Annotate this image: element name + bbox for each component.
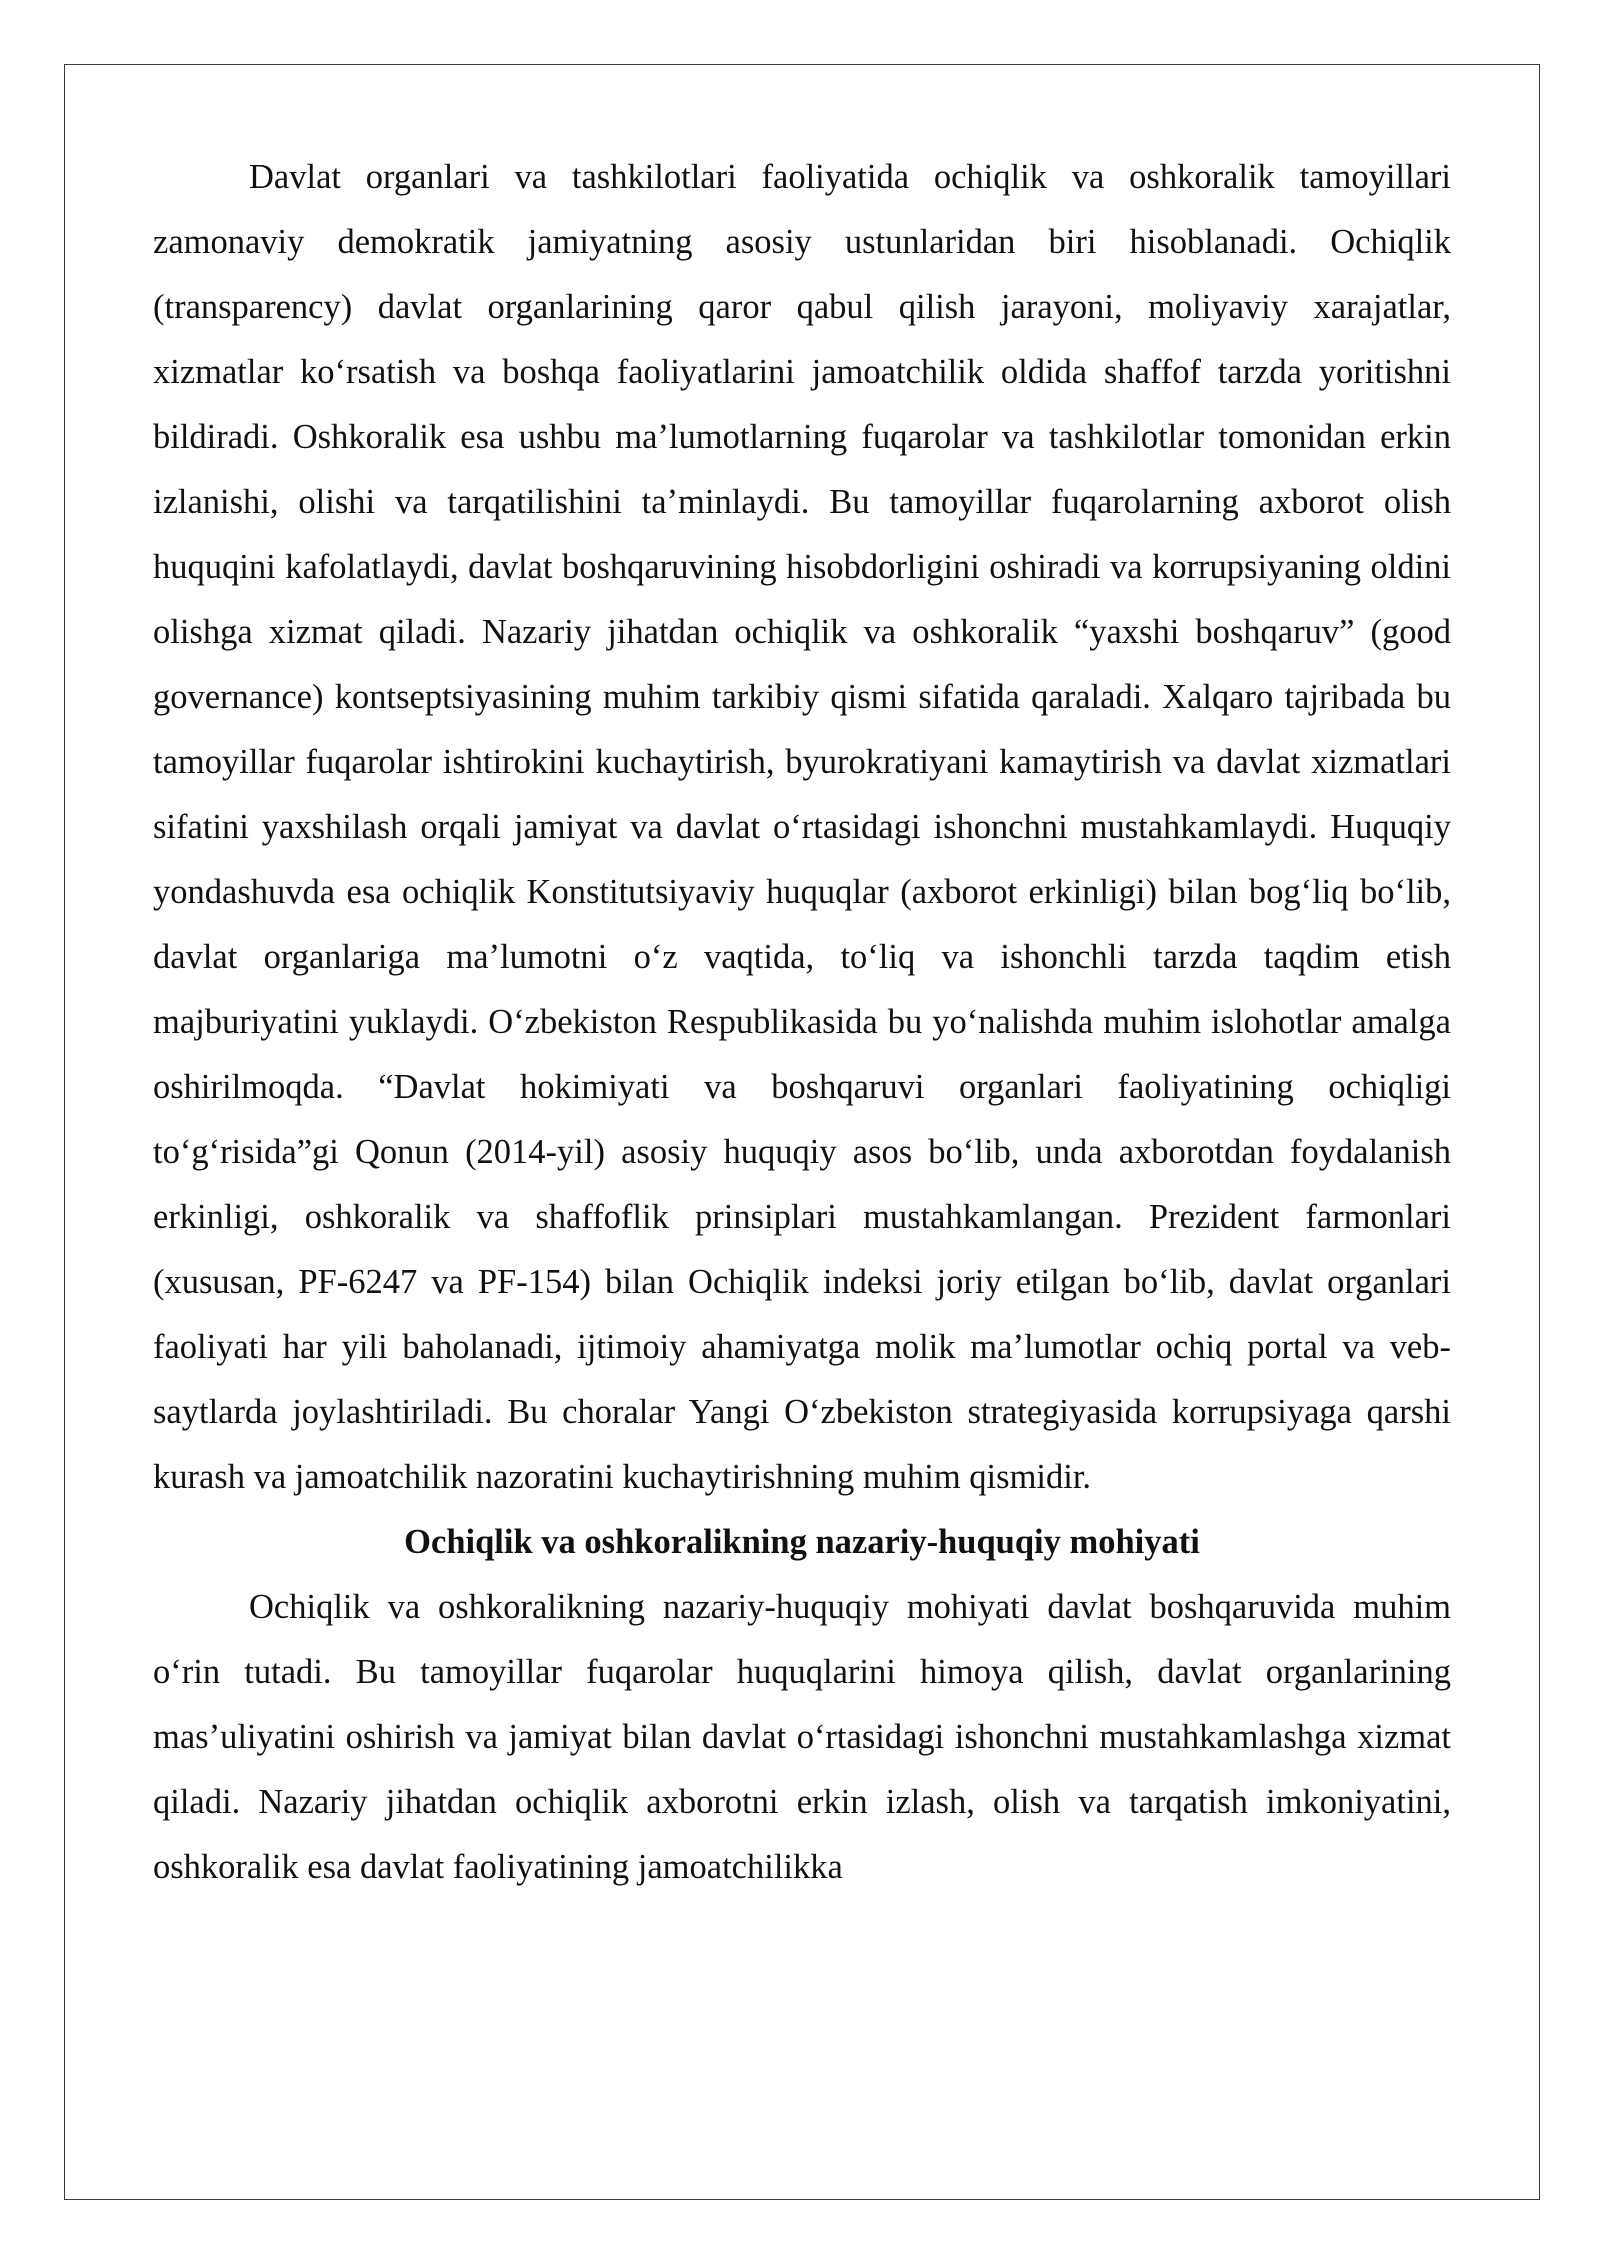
body-paragraph: Ochiqlik va oshkoralikning nazariy-huquqiy mohiyati davlat boshqaruvida muhim oʻrin tutadi. Bu tamoyillar fuqarolar huquqlarini himoya qilish, davlat organlarining masʼuliyatini oshirish va jamiyat bilan davlat oʻrtasidagi ishonchni mustahkamlashga xizmat qiladi. Nazariy jihatdan ochiqlik axborotni erkin izlash, olish va tarqatish imkoniyatini, oshkoralik esa davlat faoliyatining jamoatchilikka xyxy=(153,1588,1451,1886)
section-heading: Ochiqlik va oshkoralikning nazariy-huquqiy mohiyati xyxy=(404,1523,1200,1561)
document-body xyxy=(153,145,1451,1900)
body-paragraph: Davlat organlari va tashkilotlari faoliyatida ochiqlik va oshkoralik tamoyillari zamonaviy demokratik jamiyatning asosiy ustunlaridan biri hisoblanadi. Ochiqlik (transparency) davlat organlarining qaror qabul qilish jarayoni, moliyaviy xarajatlar, xizmatlar koʻrsatish va boshqa faoliyatlarini jamoatchilik oldida shaffof tarzda yoritishni bildiradi. Oshkoralik esa ushbu maʼlumotlarning fuqarolar va tashkilotlar tomonidan erkin izlanishi, olishi va tarqatilishini taʼminlaydi. Bu tamoyillar fuqarolarning axborot olish huquqini kafolatlaydi, davlat boshqaruvining hisobdorligini oshiradi va korrupsiyaning oldini olishga xizmat qiladi. Nazariy jihatdan ochiqlik va oshkoralik “yaxshi boshqaruv” (good governance) kontseptsiyasining muhim tarkibiy qismi sifatida qaraladi. Xalqaro tajribada bu tamoyillar fuqarolar ishtirokini kuchaytirish, byurokratiyani kamaytirish va davlat xizmatlari sifatini yaxshilash orqali jamiyat va davlat oʻrtasidagi ishonchni mustahkamlaydi. Huquqiy yondashuvda esa ochiqlik Konstitutsiyaviy huquqlar (axborot erkinligi) bilan bogʻliq boʻlib, davlat organlariga maʼlumotni oʻz vaqtida, toʻliq va ishonchli tarzda taqdim etish majburiyatini yuklaydi. Oʻzbekiston Respublikasida bu yoʻnalishda muhim islohotlar amalga oshirilmoqda. “Davlat hokimiyati va boshqaruvi organlari faoliyatining ochiqligi toʻgʻrisida”gi Qonun (2014-yil) asosiy huquqiy asos boʻlib, unda axborotdan foydalanish erkinligi, oshkoralik va shaffoflik prinsiplari mustahkamlangan. Prezident farmonlari (xususan, PF-6247 va PF-154) bilan Ochiqlik indeksi joriy etilgan boʻlib, davlat organlari faoliyati har yili baholanadi, ijtimoiy ahamiyatga molik maʼlumotlar ochiq portal va veb-saytlarda joylashtiriladi. Bu choralar Yangi Oʻzbekiston strategiyasida korrupsiyaga qarshi kurash va jamoatchilik nazoratini kuchaytirishning muhim qismidir. xyxy=(153,158,1451,1496)
